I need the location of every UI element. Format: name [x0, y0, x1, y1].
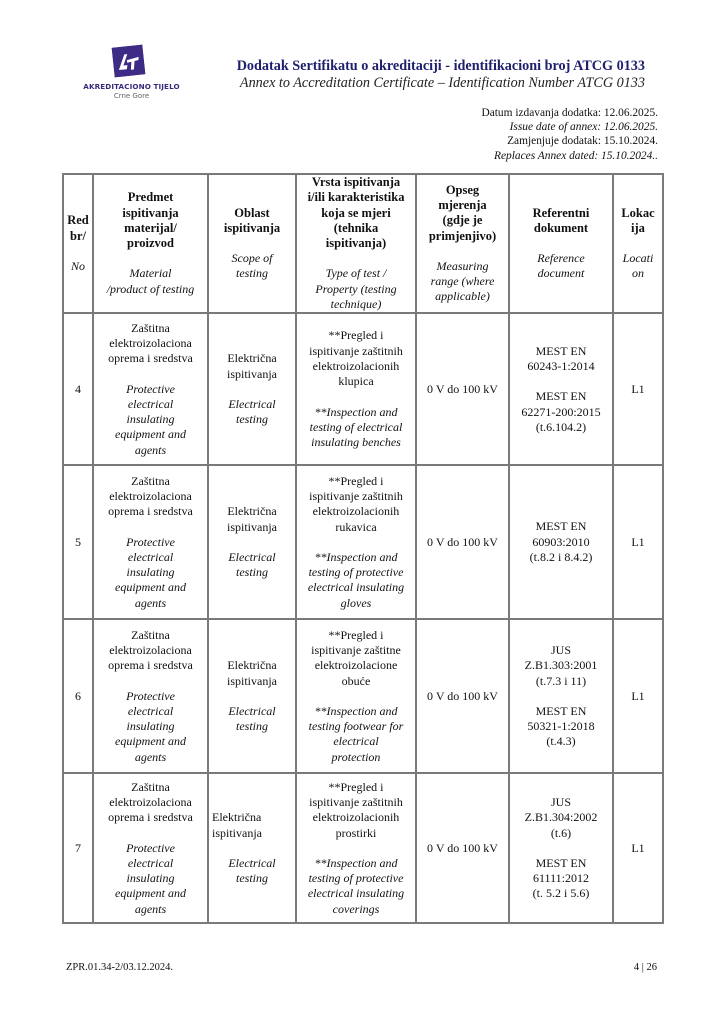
spacer [212, 535, 292, 550]
reference-text: 60243-1:2014 [527, 358, 595, 373]
spacer [420, 244, 505, 259]
header-label: proizvod [127, 236, 174, 251]
header-scope [208, 174, 296, 313]
header-no [63, 174, 93, 313]
material-text-en: insulating [126, 871, 175, 886]
test-text: elektroizolacionih [312, 504, 400, 519]
spacer [513, 236, 609, 251]
reference-text: 60903:2010 [532, 534, 590, 549]
material-text-en: insulating [126, 412, 175, 427]
reference-text: MEST EN [535, 343, 587, 358]
scope-en-wrap [212, 856, 292, 887]
material-text-en: insulating [126, 565, 175, 580]
header-label: ija [631, 220, 645, 235]
spacer [212, 689, 292, 704]
material-text-en: electrical [127, 703, 174, 718]
material-text-en: agents [134, 901, 167, 916]
spacer [212, 236, 292, 251]
reference-text: (t.6) [550, 825, 572, 840]
scope-text-en: Electrical [228, 855, 276, 870]
spacer [300, 841, 412, 856]
header-reference [509, 174, 613, 313]
cell-reference [509, 313, 613, 465]
header-label: (tehnika [333, 220, 379, 235]
header-label: ispitivanja [223, 220, 281, 235]
reference-text: JUS [550, 794, 571, 809]
cell-material [93, 465, 208, 619]
header-range [416, 174, 509, 313]
spacer [300, 689, 412, 704]
scope-en-wrap [212, 397, 292, 428]
spacer [300, 251, 412, 266]
material-text-en: equipment and [115, 734, 186, 749]
reference-text: Z.B1.303:2001 [524, 658, 598, 673]
header-label: ispitivanja) [325, 236, 387, 251]
reference-text: MEST EN [535, 519, 587, 534]
material-text: oprema i sredstva [108, 504, 193, 519]
material-text-en: Protective [126, 840, 175, 855]
header-label-en: Measuring [436, 258, 489, 273]
cell-reference [509, 619, 613, 773]
cell-scope [208, 619, 296, 773]
reference-text: (t.4.3) [546, 734, 576, 749]
header-label-en: Type of test / [325, 266, 387, 281]
test-text-en: electrical insulating [307, 886, 405, 901]
material-text-en: Protective [126, 534, 175, 549]
reference-text: Z.B1.304:2002 [524, 810, 598, 825]
spacer [97, 674, 204, 689]
material-text-en: Protective [126, 381, 175, 396]
spacer [617, 236, 659, 251]
material-text-en: equipment and [115, 580, 186, 595]
scope-text: Električna [227, 504, 277, 519]
test-text: **Pregled i [328, 328, 384, 343]
header-label: Opseg [445, 182, 480, 197]
reference-text: (t.8.2 i 8.4.2) [529, 550, 593, 565]
scope-text-en: testing [236, 412, 268, 427]
cell-test-type [296, 773, 416, 923]
test-text: ispitivanje zaštitnih [309, 343, 403, 358]
test-text-en: **Inspection and [314, 703, 398, 718]
cell-material [93, 619, 208, 773]
material-text: oprema i sredstva [108, 658, 193, 673]
scope-text-en: Electrical [228, 703, 276, 718]
header-label-en: /product of testing [106, 281, 195, 296]
spacer [513, 841, 609, 856]
test-text: klupica [338, 374, 374, 389]
cell-scope [208, 773, 296, 923]
cell-range: 0 V do 100 kV [416, 465, 509, 619]
header-label-en: applicable) [435, 289, 490, 304]
accreditation-scope-table [62, 173, 664, 924]
header-label: materijal/ [124, 220, 177, 235]
scope-text-en: testing [236, 719, 268, 734]
header-label: Referentni [532, 205, 590, 220]
scope-en-wrap [212, 704, 292, 735]
cell-scope [208, 313, 296, 465]
cell-no: 7 [63, 773, 93, 923]
scope-en-wrap [212, 550, 292, 581]
header-label-en: on [632, 266, 644, 281]
scope-text: Električna [227, 658, 277, 673]
test-text-en: testing of protective [308, 565, 404, 580]
scope-text-en: Electrical [228, 549, 276, 564]
material-text: Zaštitna [131, 320, 170, 335]
cell-range: 0 V do 100 kV [416, 773, 509, 923]
test-text-en: **Inspection and [314, 549, 398, 564]
logo-mark-icon [112, 44, 146, 77]
spacer [513, 374, 609, 389]
spacer [212, 841, 292, 856]
cell-location: L1 [613, 773, 663, 923]
cell-location: L1 [613, 619, 663, 773]
reference-text: 50321-1:2018 [527, 719, 595, 734]
header-label: Vrsta ispitivanja [311, 175, 401, 189]
test-text: ispitivanje zaštitnih [309, 488, 403, 503]
test-text-en: **Inspection and [314, 855, 398, 870]
test-text-en: insulating benches [311, 435, 401, 450]
spacer [97, 520, 204, 535]
test-text-en: testing of electrical [309, 419, 403, 434]
spacer [513, 689, 609, 704]
reference-text: (t. 5.2 i 5.6) [532, 886, 590, 901]
reference-text: (t.6.104.2) [535, 419, 587, 434]
material-text: elektroizolaciona [109, 642, 192, 657]
cell-range: 0 V do 100 kV [416, 619, 509, 773]
test-text-en: electrical insulating [307, 580, 405, 595]
header-label: primjenjivo) [428, 228, 497, 243]
test-text: **Pregled i [328, 779, 384, 794]
scope-text-en: Electrical [228, 396, 276, 411]
material-text: elektroizolaciona [109, 335, 192, 350]
reference-text: MEST EN [535, 703, 587, 718]
cell-scope [208, 465, 296, 619]
test-text-en: gloves [340, 595, 372, 610]
scope-text: ispitivanja [227, 673, 277, 688]
header-label: koja se mjeri [321, 205, 391, 220]
replaces-date: Zamjenjuje dodatak: 15.10.2024. [507, 135, 658, 148]
test-text: **Pregled i [328, 627, 384, 642]
material-text-en: electrical [127, 855, 174, 870]
material-text: Zaštitna [131, 779, 170, 794]
material-text: oprema i sredstva [108, 810, 193, 825]
material-text-en: equipment and [115, 427, 186, 442]
header-label: br/ [70, 228, 86, 243]
scope-text: Električna [212, 810, 262, 825]
header-location [613, 174, 663, 313]
table-row [63, 773, 663, 923]
test-text: elektroizolacione [314, 658, 398, 673]
material-text: oprema i sredstva [108, 351, 193, 366]
material-text-en: agents [134, 595, 167, 610]
header-label: ispitivanja [122, 205, 179, 220]
reference-text: MEST EN [535, 389, 587, 404]
spacer [97, 251, 204, 266]
header-label-en: No [70, 258, 85, 273]
material-text-en: insulating [126, 719, 175, 734]
logo-subname: Crne Gore [113, 92, 150, 100]
scope-text-en: testing [236, 871, 268, 886]
cell-location: L1 [613, 465, 663, 619]
material-text-en: equipment and [115, 886, 186, 901]
cell-no: 6 [63, 619, 93, 773]
table-header-row [63, 174, 663, 313]
material-text: Zaštitna [131, 473, 170, 488]
cell-no: 5 [63, 465, 93, 619]
issue-date-en: Issue date of annex: 12.06.2025. [509, 121, 658, 134]
reference-text: 62271-200:2015 [521, 404, 601, 419]
header-label: dokument [533, 220, 589, 235]
cell-material [93, 773, 208, 923]
issue-date: Datum izdavanja dodatka: 12.06.2025. [481, 107, 658, 119]
test-text: ispitivanje zaštitne [311, 642, 401, 657]
table-row [63, 313, 663, 465]
header-label-en: technique) [330, 297, 382, 312]
header-label: Lokac [621, 205, 655, 220]
header-label: Red [67, 213, 89, 228]
logo [64, 46, 199, 106]
header-test-type [296, 174, 416, 313]
material-text-en: electrical [127, 396, 174, 411]
document-title-en: Annex to Accreditation Certificate – Identification Number ATCG 0133 [239, 75, 645, 91]
footer-doc-code: ZPR.01.34-2/03.12.2024. [66, 962, 174, 973]
test-text: ispitivanje zaštitnih [309, 794, 403, 809]
material-text-en: electrical [127, 549, 174, 564]
cell-range: 0 V do 100 kV [416, 313, 509, 465]
material-text: elektroizolaciona [109, 794, 192, 809]
test-text: elektroizolacionih [312, 810, 400, 825]
spacer [300, 535, 412, 550]
header-material [93, 174, 208, 313]
spacer [300, 390, 412, 405]
scope-text: Električna [227, 351, 277, 366]
test-text-en: electrical [333, 734, 379, 749]
annex-dates [481, 106, 658, 163]
material-text-en: Protective [126, 688, 175, 703]
header-label: mjerenja [438, 197, 487, 212]
header-label-en: testing [236, 266, 268, 281]
logo-name: AKREDITACIONO TIJELO [83, 82, 180, 91]
cell-test-type [296, 465, 416, 619]
cell-location: L1 [613, 313, 663, 465]
header-label: Predmet [127, 190, 174, 205]
header-label-en: Locati [622, 251, 654, 266]
scope-text-en: testing [236, 565, 268, 580]
cell-material [93, 313, 208, 465]
test-text: **Pregled i [328, 473, 384, 488]
spacer [97, 826, 204, 841]
material-text-en: agents [134, 442, 167, 457]
test-text-en: coverings [332, 901, 380, 916]
header-label-en: Reference [537, 251, 585, 266]
cell-test-type [296, 619, 416, 773]
header-label-en: Scope of [231, 251, 273, 266]
header-label: i/ili karakteristika [307, 190, 405, 205]
test-text-en: protection [331, 749, 381, 764]
reference-text: MEST EN [535, 855, 587, 870]
cell-reference [509, 465, 613, 619]
reference-text: 61111:2012 [533, 871, 589, 886]
cell-no: 4 [63, 313, 93, 465]
material-text: elektroizolaciona [109, 488, 192, 503]
test-text: prostirki [335, 825, 377, 840]
spacer [212, 382, 292, 397]
footer-page-number: 4 | 26 [633, 962, 657, 973]
test-text: rukavica [335, 519, 377, 534]
reference-text: JUS [550, 642, 571, 657]
header-label-en: Material [129, 266, 172, 281]
scope-text: ispitivanja [212, 825, 262, 840]
cell-reference [509, 773, 613, 923]
header-label-en: document [537, 266, 585, 281]
reference-text: (t.7.3 i 11) [535, 673, 587, 688]
spacer [67, 244, 89, 259]
test-text-en: testing of protective [308, 871, 404, 886]
header-label-en: range (where [430, 274, 495, 289]
spacer [97, 367, 204, 382]
cell-test-type [296, 313, 416, 465]
test-text: elektroizolacionih [312, 358, 400, 373]
replaces-date-en: Replaces Annex dated: 15.10.2024.. [494, 149, 658, 162]
test-text: obuće [341, 673, 371, 688]
header-label: (gdje je [442, 213, 483, 228]
test-text-en: testing footwear for [308, 719, 404, 734]
header-label: Oblast [234, 205, 270, 220]
scope-text: ispitivanja [227, 366, 277, 381]
scope-text: ispitivanja [227, 519, 277, 534]
document-title: Dodatak Sertifikatu o akreditaciji - identifikacioni broj ATCG 0133 [236, 58, 645, 74]
material-text: Zaštitna [131, 627, 170, 642]
table-row [63, 619, 663, 773]
test-text-en: **Inspection and [314, 404, 398, 419]
table-row [63, 465, 663, 619]
header-label-en: Property (testing [315, 281, 397, 296]
material-text-en: agents [134, 749, 167, 764]
